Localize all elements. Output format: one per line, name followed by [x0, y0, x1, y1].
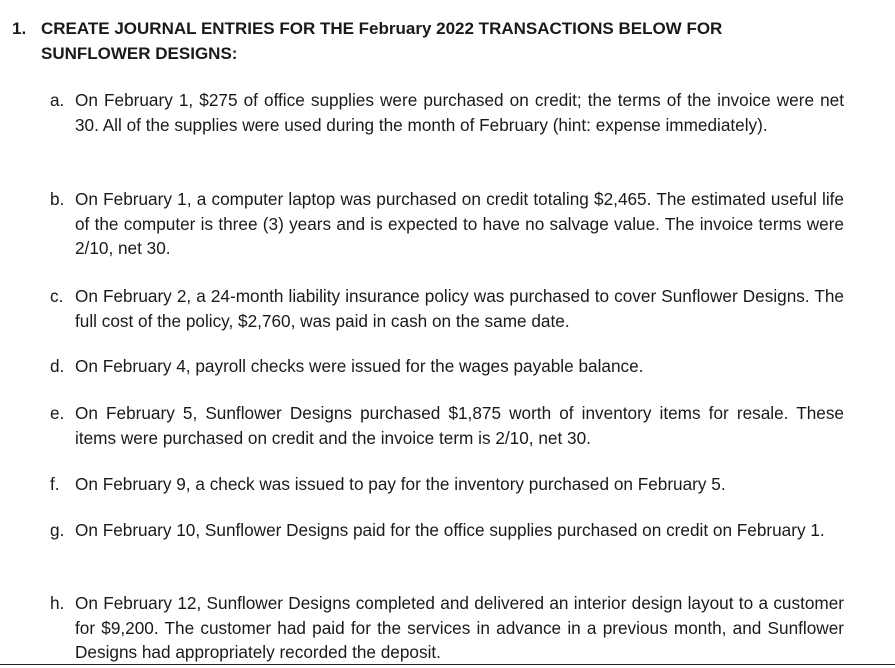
transaction-item-d	[50, 354, 844, 379]
item-letter: c.	[50, 286, 64, 306]
item-text: On February 1, a computer laptop was purchased on credit totaling $2,465. The estimated useful life of the computer is three (3) years and is expected to have no salvage value. The invoice terms were 2/10, net 30.	[75, 189, 844, 258]
item-letter: h.	[50, 593, 65, 613]
item-letter: d.	[50, 356, 65, 376]
question-title: CREATE JOURNAL ENTRIES FOR THE February 2022 TRANSACTIONS BELOW FOR SUNFLOWER DESIGNS:	[41, 19, 723, 63]
item-letter: a.	[50, 90, 65, 110]
item-letter: b.	[50, 189, 65, 209]
question-number: 1.	[12, 19, 27, 38]
item-letter: f.	[50, 474, 60, 494]
question-heading	[12, 16, 772, 66]
item-text: On February 9, a check was issued to pay for the inventory purchased on February 5.	[75, 474, 726, 494]
transaction-item-g	[50, 518, 844, 543]
item-text: On February 12, Sunflower Designs completed and delivered an interior design layout to a customer for $9,200. The customer had paid for the services in advance in a previous month, and Sunflower Designs had appropriately recorded the deposit.	[75, 593, 844, 662]
item-letter: e.	[50, 403, 65, 423]
item-text: On February 1, $275 of office supplies were purchased on credit; the terms of the invoice were net 30. All of the supplies were used during the month of February (hint: expense immediately).	[75, 90, 844, 135]
transaction-item-h	[50, 591, 844, 665]
item-letter: g.	[50, 520, 65, 540]
transaction-item-f	[50, 472, 844, 497]
item-text: On February 2, a 24-month liability insurance policy was purchased to cover Sunflower Designs. The full cost of the policy, $2,760, was paid in cash on the same date.	[75, 286, 844, 331]
transaction-item-b	[50, 187, 844, 261]
item-text: On February 5, Sunflower Designs purchased $1,875 worth of inventory items for resale. These items were purchased on credit and the invoice term is 2/10, net 30.	[75, 403, 844, 448]
bottom-divider	[0, 664, 895, 665]
transaction-item-a	[50, 88, 844, 137]
transaction-item-e	[50, 401, 844, 450]
item-text: On February 4, payroll checks were issued for the wages payable balance.	[75, 356, 644, 376]
transaction-item-c	[50, 284, 844, 333]
item-text: On February 10, Sunflower Designs paid for the office supplies purchased on credit on February 1.	[75, 520, 825, 540]
